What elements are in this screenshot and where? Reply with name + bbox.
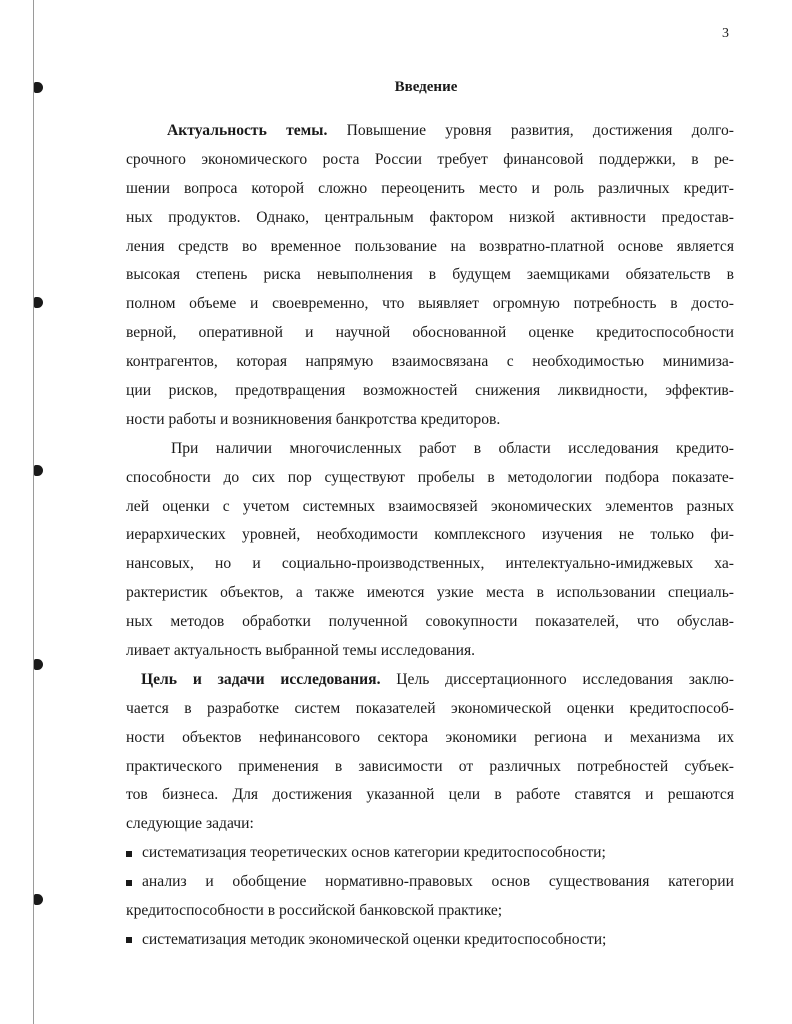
paragraph-line: ления средств во временное пользование на возвратно-платной основе является bbox=[126, 237, 734, 255]
paragraph-line: контрагентов, которая напрямую взаимосвязана с необходимостью минимиза- bbox=[126, 353, 734, 371]
paragraph-line: ности объектов нефинансового сектора экономики региона и механизма их bbox=[126, 728, 734, 746]
list-item bbox=[126, 839, 734, 868]
punch-hole-mark bbox=[34, 297, 43, 308]
page-left-edge bbox=[33, 0, 34, 1024]
paragraph-text: Цель диссертационного исследования заклю- bbox=[380, 670, 734, 688]
paragraph-line: чается в разработке систем показателей экономической оценки кредитоспособ- bbox=[126, 699, 734, 717]
page-number: 3 bbox=[722, 26, 729, 41]
list-item bbox=[126, 868, 734, 897]
paragraph-line: ливает актуальность выбранной темы исследования. bbox=[126, 642, 476, 660]
list-item-continuation: кредитоспособности в российской банковской практике; bbox=[126, 902, 503, 920]
square-bullet-icon bbox=[126, 880, 132, 886]
list-item-text: анализ и обобщение нормативно-правовых основ существования категории bbox=[142, 873, 734, 891]
document-body bbox=[126, 117, 734, 955]
paragraph-line: следующие задачи: bbox=[126, 815, 254, 833]
paragraph-line: ных методов обработки полученной совокупности показателей, что обуслав- bbox=[126, 613, 734, 631]
punch-hole-mark bbox=[34, 465, 43, 476]
paragraph-line: При наличии многочисленных работ в области исследования кредито- bbox=[171, 439, 734, 457]
paragraph-text: Повышение уровня развития, достижения долго- bbox=[327, 122, 734, 139]
section-heading-goals: Цель и задачи исследования. bbox=[141, 670, 381, 688]
paragraph-line: ности работы и возникновения банкротства кредиторов. bbox=[126, 410, 501, 428]
square-bullet-icon bbox=[126, 937, 132, 943]
paragraph-line: верной, оперативной и научной обоснованной оценке кредитоспособности bbox=[126, 324, 734, 342]
paragraph-line: шении вопроса которой сложно переоценить место и роль различных кредит- bbox=[126, 179, 734, 197]
list-item bbox=[126, 926, 734, 955]
square-bullet-icon bbox=[126, 851, 132, 857]
list-item-text: систематизация методик экономической оценки кредитоспособности; bbox=[142, 930, 607, 948]
paragraph-line: нансовых, но и социально-производственных, интелектуально-имиджевых ха- bbox=[126, 555, 734, 573]
page-title: Введение bbox=[394, 79, 458, 95]
paragraph-line: ных продуктов. Однако, центральным фактором низкой активности предостав- bbox=[126, 208, 734, 226]
punch-hole-mark bbox=[34, 659, 43, 670]
paragraph-line bbox=[126, 666, 734, 695]
paragraph-line: высокая степень риска невыполнения в будущем заемщиками обязательств в bbox=[126, 266, 734, 284]
paragraph-line bbox=[126, 117, 734, 146]
paragraph-line: тов бизнеса. Для достижения указанной цели в работе ставятся и решаются bbox=[126, 786, 734, 804]
paragraph-line: ции рисков, предотвращения возможностей снижения ликвидности, эффектив- bbox=[126, 382, 734, 400]
paragraph-line: практического применения в зависимости от различных потребностей субъек- bbox=[126, 757, 734, 775]
paragraph-line: лей оценки с учетом системных взаимосвязей экономических элементов разных bbox=[126, 497, 734, 515]
paragraph-line: срочного экономического роста России требует финансовой поддержки, в ре- bbox=[126, 150, 734, 168]
paragraph-line: способности до сих пор существуют пробелы в методологии подбора показате- bbox=[126, 468, 734, 486]
section-heading-relevance: Актуальность темы. bbox=[167, 122, 328, 139]
list-item-text: систематизация теоретических основ категории кредитоспособности; bbox=[142, 844, 606, 862]
paragraph-line: рактеристик объектов, а также имеются узкие места в использовании специаль- bbox=[126, 584, 734, 602]
punch-hole-mark bbox=[34, 894, 43, 905]
paragraph-line: иерархических уровней, необходимости комплексного изучения не только фи- bbox=[126, 526, 734, 544]
paragraph-line: полном объеме и своевременно, что выявляет огромную потребность в досто- bbox=[126, 295, 734, 313]
